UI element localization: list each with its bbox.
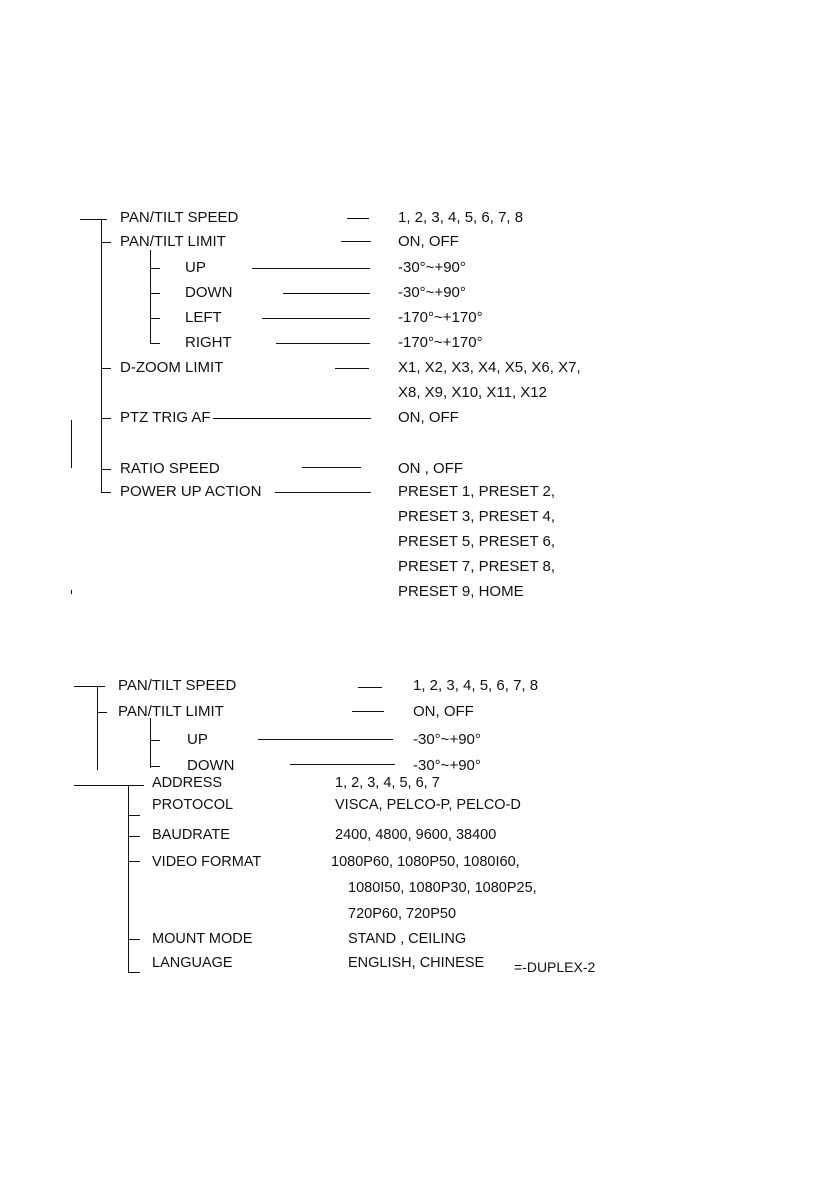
- tree-connector: [101, 368, 111, 369]
- menu-item-address: ADDRESS: [152, 775, 223, 791]
- tree-connector: [101, 492, 111, 493]
- tree-subtrunk: [150, 718, 151, 768]
- value-up: -30°~+90°: [398, 259, 466, 276]
- leader-line: [283, 293, 370, 294]
- value-video-format-1: 1080P60, 1080P50, 1080I60,: [331, 854, 520, 870]
- tree-connector: [74, 785, 144, 786]
- tree-connector: [101, 469, 111, 470]
- value-ratio-speed: ON , OFF: [398, 460, 463, 477]
- value-pan-tilt-speed: 1, 2, 3, 4, 5, 6, 7, 8: [413, 677, 539, 694]
- menu-item-power-up-action: POWER UP ACTION: [120, 483, 262, 500]
- menu-item-pan-tilt-speed: PAN/TILT SPEED: [120, 209, 239, 226]
- menu-item-d-zoom-limit: D-ZOOM LIMIT: [120, 359, 224, 376]
- leader-line: [335, 368, 369, 369]
- menu-item-language: LANGUAGE: [152, 955, 233, 971]
- menu-item-ptz-trig-af: PTZ TRIG AF: [120, 409, 211, 426]
- tree-connector: [150, 268, 160, 269]
- menu-item-right: RIGHT: [185, 334, 232, 351]
- tree-connector: [80, 219, 107, 220]
- menu-item-left: LEFT: [185, 309, 222, 326]
- value-language: ENGLISH, CHINESE: [348, 955, 485, 971]
- value-power-up-action-5: PRESET 9, HOME: [398, 583, 524, 599]
- leader-line: [358, 687, 382, 688]
- leader-line: [213, 418, 371, 419]
- tree-trunk: [101, 219, 102, 493]
- menu-item-down: DOWN: [187, 757, 235, 774]
- tree-connector: [150, 318, 160, 319]
- menu-item-ratio-speed: RATIO SPEED: [120, 460, 220, 477]
- value-pan-tilt-limit: ON, OFF: [398, 233, 459, 250]
- tree-connector: [128, 815, 140, 816]
- value-baudrate: 2400, 4800, 9600, 38400: [335, 827, 497, 843]
- menu-item-up: UP: [185, 259, 206, 276]
- value-pan-tilt-speed: 1, 2, 3, 4, 5, 6, 7, 8: [398, 209, 524, 226]
- overlap-fragment: =-DUPLEX-2: [514, 959, 596, 975]
- menu-item-video-format: VIDEO FORMAT: [152, 854, 262, 870]
- tree-connector: [150, 740, 160, 741]
- menu-item-pan-tilt-speed: PAN/TILT SPEED: [118, 677, 237, 694]
- value-video-format-2: 1080I50, 1080P30, 1080P25,: [348, 880, 537, 896]
- value-address: 1, 2, 3, 4, 5, 6, 7: [335, 775, 440, 791]
- leader-line: [262, 318, 370, 319]
- menu-item-protocol: PROTOCOL: [152, 797, 234, 813]
- tree-subtrunk: [150, 250, 151, 344]
- value-ptz-trig-af: ON, OFF: [398, 409, 459, 426]
- value-power-up-action-1: PRESET 1, PRESET 2,: [398, 483, 556, 500]
- tree-connector: [97, 712, 107, 713]
- tree-connector: [74, 686, 105, 687]
- value-up: -30°~+90°: [413, 731, 481, 748]
- leader-line: [252, 268, 370, 269]
- value-mount-mode: STAND , CEILING: [348, 931, 467, 947]
- tree-trunk: [128, 785, 129, 973]
- menu-item-pan-tilt-limit: PAN/TILT LIMIT: [120, 233, 226, 250]
- menu-item-mount-mode: MOUNT MODE: [152, 931, 253, 947]
- value-pan-tilt-limit: ON, OFF: [413, 703, 474, 720]
- tree-connector: [150, 293, 160, 294]
- leader-line: [352, 711, 384, 712]
- tree-connector: [101, 418, 111, 419]
- leader-line: [347, 218, 369, 219]
- menu-item-pan-tilt-limit: PAN/TILT LIMIT: [118, 703, 224, 720]
- leader-line: [302, 467, 361, 468]
- value-d-zoom-limit: X1, X2, X3, X4, X5, X6, X7,: [398, 359, 581, 376]
- value-down: -30°~+90°: [413, 757, 481, 774]
- leader-line: [341, 241, 371, 242]
- value-power-up-action-3: PRESET 5, PRESET 6,: [398, 533, 556, 550]
- value-video-format-3: 720P60, 720P50: [348, 906, 457, 922]
- leader-line: [290, 764, 395, 765]
- tree-connector: [101, 242, 111, 243]
- scan-mark: [71, 590, 72, 594]
- value-power-up-action-4: PRESET 7, PRESET 8,: [398, 558, 556, 575]
- leader-line: [276, 343, 370, 344]
- value-right: -170°~+170°: [398, 334, 483, 351]
- tree-connector: [150, 343, 160, 344]
- tree-connector: [128, 836, 140, 837]
- value-d-zoom-limit-2: X8, X9, X10, X11, X12: [398, 384, 547, 401]
- leader-line: [258, 739, 393, 740]
- menu-item-baudrate: BAUDRATE: [152, 827, 230, 843]
- value-left: -170°~+170°: [398, 309, 483, 326]
- tree-trunk: [97, 686, 98, 770]
- tree-connector: [128, 939, 140, 940]
- tree-connector: [128, 972, 140, 973]
- scan-mark: [71, 420, 72, 468]
- tree-connector: [150, 766, 160, 767]
- value-power-up-action-2: PRESET 3, PRESET 4,: [398, 508, 556, 525]
- menu-item-down: DOWN: [185, 284, 233, 301]
- value-down: -30°~+90°: [398, 284, 466, 301]
- menu-item-up: UP: [187, 731, 208, 748]
- value-protocol: VISCA, PELCO-P, PELCO-D: [335, 797, 521, 813]
- cropped-line-clip: [390, 581, 590, 599]
- tree-connector: [128, 861, 140, 862]
- leader-line: [275, 492, 371, 493]
